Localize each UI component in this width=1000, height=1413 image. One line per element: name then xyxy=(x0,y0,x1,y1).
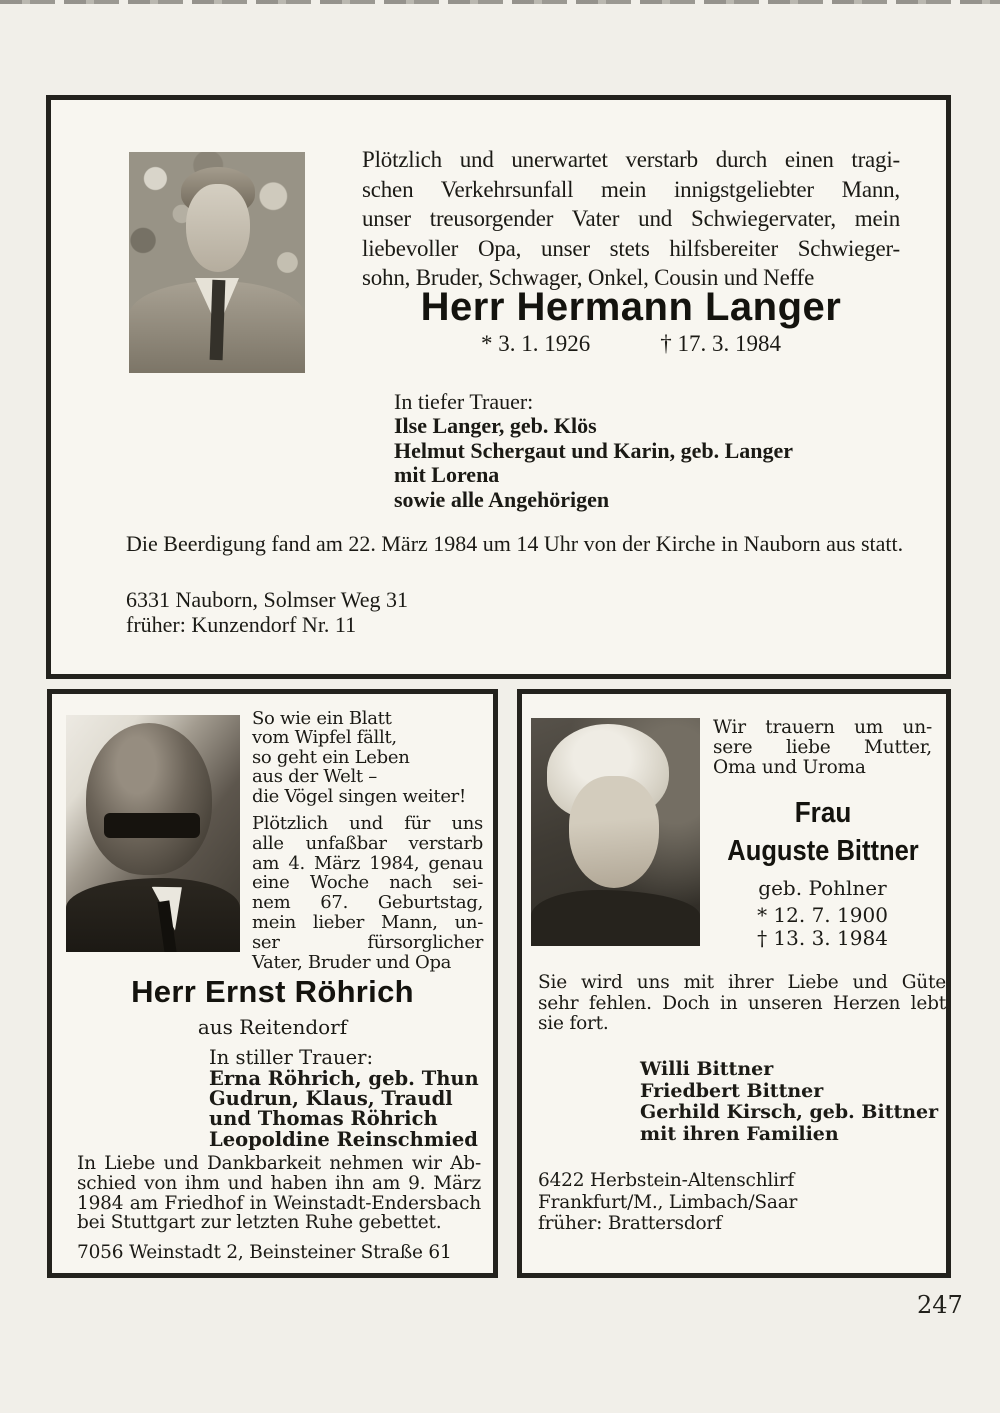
obituary-ernst-roehrich xyxy=(47,689,498,1278)
obituary-hermann-langer xyxy=(46,95,951,679)
mourning-label: In tiefer Trauer: xyxy=(394,389,534,414)
text-line: sohn, Bruder, Schwager, Onkel, Cousin und Neffe xyxy=(362,265,815,290)
text-line: sie fort. xyxy=(538,1013,609,1034)
photo-body-shape xyxy=(531,890,700,946)
poem-line: aus der Welt – xyxy=(252,766,377,788)
poem-line: vom Wipfel fällt, xyxy=(252,727,397,749)
obituary-auguste-bittner xyxy=(517,689,951,1278)
photo-face-shape xyxy=(186,184,250,272)
mourner-line: und Thomas Röhrich xyxy=(209,1107,438,1131)
address: 7056 Weinstadt 2, Beinsteiner Straße 61 xyxy=(77,1242,452,1263)
mourners-list xyxy=(209,1069,479,1150)
text-line: Plötzlich und für uns xyxy=(252,813,483,834)
text-line: Vater, Bruder und Opa xyxy=(252,951,452,973)
intro-text xyxy=(362,145,900,293)
text-line: Oma und Uroma xyxy=(713,757,866,779)
mourner-line: mit Lorena xyxy=(394,462,500,487)
funeral-info xyxy=(77,1154,481,1233)
poem xyxy=(252,709,483,806)
mourner-line: mit ihren Familien xyxy=(640,1122,839,1145)
death-date: † 17. 3. 1984 xyxy=(660,331,781,356)
photo-auguste-bittner xyxy=(531,718,700,946)
photo-ernst-roehrich xyxy=(66,715,240,952)
mourner-line: Friedbert Bittner xyxy=(640,1079,824,1102)
text-line: Plötzlich und unerwartet verstarb durch einen tragi- xyxy=(362,147,900,172)
address-line: früher: Brattersdorf xyxy=(538,1213,722,1234)
text-line: Wir trauern um un- xyxy=(713,717,932,738)
address-line: 6331 Nauborn, Solmser Weg 31 xyxy=(126,587,408,612)
deceased-title: Frau xyxy=(794,797,852,829)
mourner-line: Erna Röhrich, geb. Thun xyxy=(209,1067,479,1090)
photo-face-shape xyxy=(569,776,659,888)
deceased-name: Herr Ernst Röhrich xyxy=(131,974,414,1009)
photo-tie-shape xyxy=(210,280,226,360)
address xyxy=(538,1170,797,1235)
page-number: 247 xyxy=(917,1291,963,1319)
text-line: unser treusorgender Vater und Schwiegervater, mein xyxy=(362,206,900,231)
address-line: Frankfurt/M., Limbach/Saar xyxy=(538,1191,798,1213)
photo-glasses-shape xyxy=(104,813,200,838)
poem-line: So wie ein Blatt xyxy=(252,708,392,729)
mourner-line: Gudrun, Klaus, Traudl xyxy=(209,1087,453,1111)
mourner-line: sowie alle Angehörigen xyxy=(394,486,610,512)
text-line: liebevoller Opa, unser stets hilfsbereiter Schwieger- xyxy=(362,235,900,261)
text-line: Sie wird uns mit ihrer Liebe und Güte xyxy=(538,972,946,993)
mourners-list xyxy=(640,1059,938,1145)
text-line: alle unfaßbar verstarb xyxy=(252,832,483,854)
intro-text xyxy=(713,718,932,779)
birth-date: * 12. 7. 1900 xyxy=(757,903,888,927)
text-line: sere liebe Mutter, xyxy=(713,737,932,759)
poem-line: die Vögel singen weiter! xyxy=(252,785,466,807)
poem-line: so geht ein Leben xyxy=(252,746,410,768)
mourner-line: Ilse Langer, geb. Klös xyxy=(394,413,597,438)
birth-date: * 3. 1. 1926 xyxy=(481,331,591,356)
text-line: eine Woche nach sei- xyxy=(252,872,483,894)
origin: aus Reitendorf xyxy=(197,1015,348,1039)
mourner-line: Willi Bittner xyxy=(640,1058,774,1080)
text-line: In Liebe und Dankbarkeit nehmen wir Ab- xyxy=(77,1153,481,1174)
text-line: ser fürsorglicher xyxy=(252,931,483,953)
mourners-list xyxy=(394,414,793,512)
mourner-line: Gerhild Kirsch, geb. Bittner xyxy=(640,1101,939,1123)
text-line: mein lieber Mann, un- xyxy=(252,911,483,933)
address-line: 6422 Herbstein-Altenschlirf xyxy=(538,1170,795,1191)
text-line: sehr fehlen. Doch in unseren Herzen lebt xyxy=(538,992,946,1014)
mourner-line: Leopoldine Reinschmied xyxy=(209,1127,478,1151)
text-line: 1984 am Friedhof in Weinstadt-Endersbach xyxy=(77,1192,481,1214)
text-line: schen Verkehrsunfall mein innigstgeliebter Mann, xyxy=(362,176,900,202)
address xyxy=(126,587,408,637)
text-line: am 4. März 1984, genau xyxy=(252,852,483,874)
deceased-name: Herr Hermann Langer xyxy=(420,285,842,329)
photo-head-shape xyxy=(86,723,212,875)
farewell-text xyxy=(538,973,946,1035)
text-line: schied von ihm und haben ihn am 9. März xyxy=(77,1172,481,1194)
text-line: bei Stuttgart zur letzten Ruhe gebettet. xyxy=(77,1212,442,1234)
mourner-line: Helmut Schergaut und Karin, geb. Langer xyxy=(394,437,794,463)
intro-text xyxy=(252,814,483,972)
funeral-info: Die Beerdigung fand am 22. März 1984 um 14 Uhr von der Kirche in Nauborn aus statt. xyxy=(126,531,904,556)
maiden-name: geb. Pohlner xyxy=(758,876,887,900)
scan-edge xyxy=(0,0,1000,4)
photo-hermann-langer xyxy=(129,152,305,373)
life-dates xyxy=(362,331,900,357)
deceased-name: Auguste Bittner xyxy=(727,835,919,867)
mourning-label: In stiller Trauer: xyxy=(209,1046,374,1069)
text-line: nem 67. Geburtstag, xyxy=(252,892,483,914)
address-line: früher: Kunzendorf Nr. 11 xyxy=(126,612,357,637)
death-date: † 13. 3. 1984 xyxy=(757,926,888,950)
